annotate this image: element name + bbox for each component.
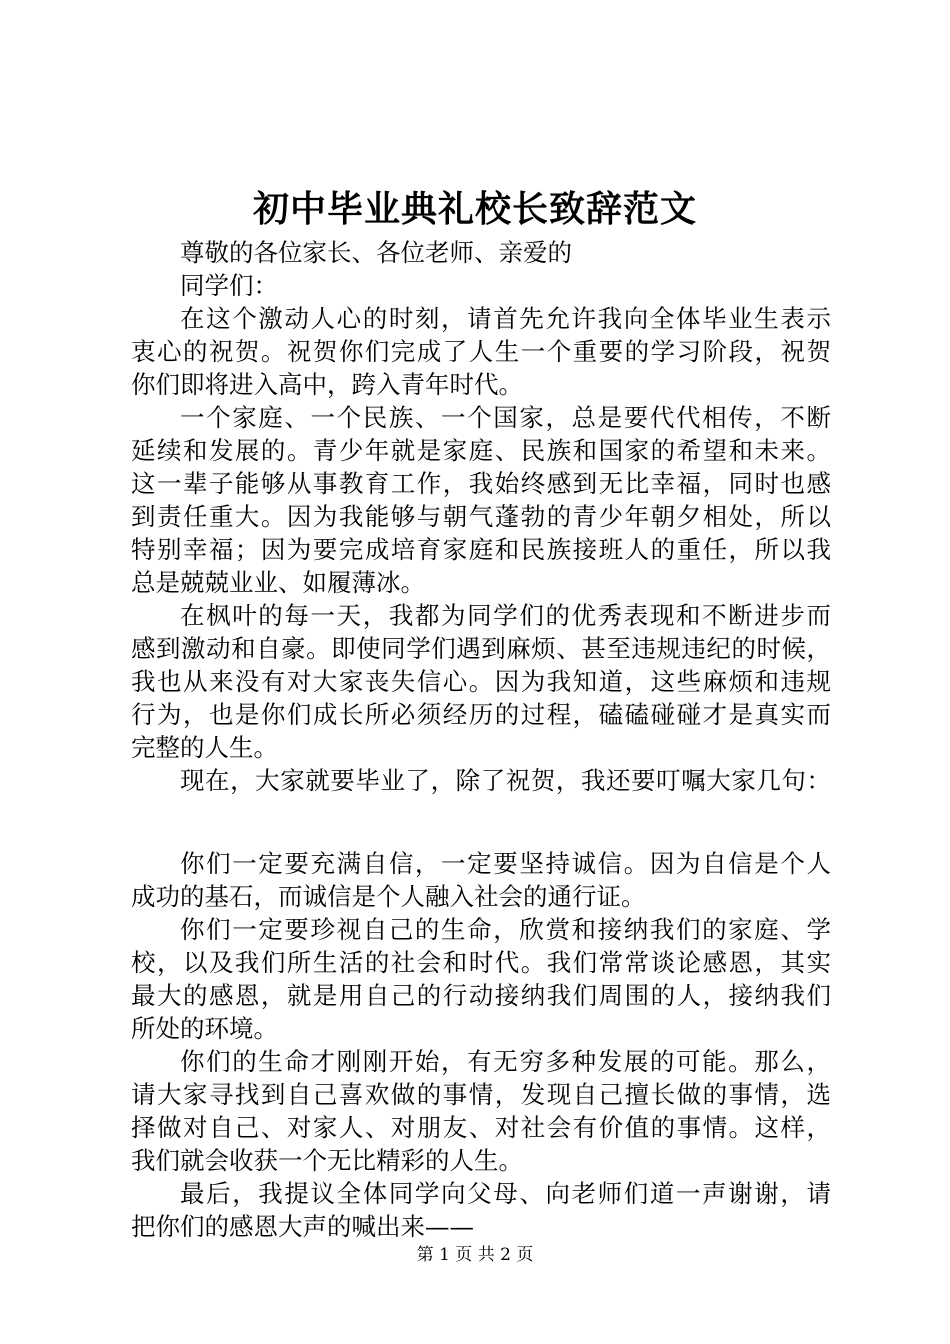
paragraph-line: 最大的感恩，就是用自己的行动接纳我们周围的人，接纳我们	[131, 981, 831, 1010]
paragraph	[131, 302, 831, 401]
paragraph-line: 感到激动和自豪。即使同学们遇到麻烦、甚至违规违纪的时候，	[131, 634, 831, 663]
paragraph-line: 总是兢兢业业、如履薄冰。	[131, 568, 425, 597]
paragraph-line: 我也从来没有对大家丧失信心。因为我知道，这些麻烦和违规	[131, 667, 831, 696]
paragraph-line: 在枫叶的每一天，我都为同学们的优秀表现和不断进步而	[180, 601, 831, 630]
paragraph-line: 在这个激动人心的时刻，请首先允许我向全体毕业生表示	[180, 304, 831, 333]
paragraph-line: 现在，大家就要毕业了，除了祝贺，我还要叮嘱大家几句：	[180, 766, 831, 795]
paragraph-line: 一个家庭、一个民族、一个国家，总是要代代相传，不断	[180, 403, 831, 432]
paragraph-line: 衷心的祝贺。祝贺你们完成了人生一个重要的学习阶段，祝贺	[131, 337, 831, 366]
paragraph-line: 行为，也是你们成长所必须经历的过程，磕磕碰碰才是真实而	[131, 700, 831, 729]
paragraph-line: 延续和发展的。青少年就是家庭、民族和国家的希望和未来。	[131, 436, 831, 465]
salutation-line: 尊敬的各位家长、各位老师、亲爱的	[180, 238, 572, 267]
paragraph-line: 成功的基石，而诚信是个人融入社会的通行证。	[131, 882, 646, 911]
document-body	[131, 236, 831, 1243]
document-title: 初中毕业典礼校长致辞范文	[252, 188, 697, 230]
paragraph-line: 到责任重大。因为我能够与朝气蓬勃的青少年朝夕相处，所以	[131, 502, 831, 531]
paragraph	[131, 764, 831, 797]
paragraph-line: 请大家寻找到自己喜欢做的事情，发现自己擅长做的事情，选	[131, 1080, 831, 1109]
paragraph-line: 校，以及我们所生活的社会和时代。我们常常谈论感恩，其实	[131, 948, 831, 977]
paragraph-line: 你们的生命才刚刚开始，有无穷多种发展的可能。那么，	[180, 1047, 831, 1076]
salutation-line: 同学们：	[180, 271, 278, 300]
paragraph-line: 你们即将进入高中，跨入青年时代。	[131, 370, 523, 399]
paragraph-line: 完整的人生。	[131, 733, 278, 762]
paragraph-line: 把你们的感恩大声的喊出来——	[131, 1212, 474, 1241]
page-footer: 第 1 页 共 2 页	[416, 1245, 534, 1265]
paragraph	[131, 847, 831, 913]
paragraph-line: 特别幸福；因为要完成培育家庭和民族接班人的重任，所以我	[131, 535, 831, 564]
paragraph-line: 你们一定要珍视自己的生命，欣赏和接纳我们的家庭、学	[180, 915, 831, 944]
paragraph	[131, 913, 831, 1045]
paragraph-line: 这一辈子能够从事教育工作，我始终感到无比幸福，同时也感	[131, 469, 831, 498]
paragraph	[131, 1177, 831, 1243]
blank-line	[131, 797, 831, 847]
paragraph	[131, 599, 831, 764]
paragraph-line: 所处的环境。	[131, 1014, 278, 1043]
paragraph	[131, 1045, 831, 1177]
paragraph-line: 你们一定要充满自信，一定要坚持诚信。因为自信是个人	[180, 849, 831, 878]
paragraph-line: 我们就会收获一个无比精彩的人生。	[131, 1146, 523, 1175]
paragraph	[131, 401, 831, 599]
paragraph-line: 择做对自己、对家人、对朋友、对社会有价值的事情。这样，	[131, 1113, 831, 1142]
paragraph-line: 最后，我提议全体同学向父母、向老师们道一声谢谢，请	[180, 1179, 831, 1208]
